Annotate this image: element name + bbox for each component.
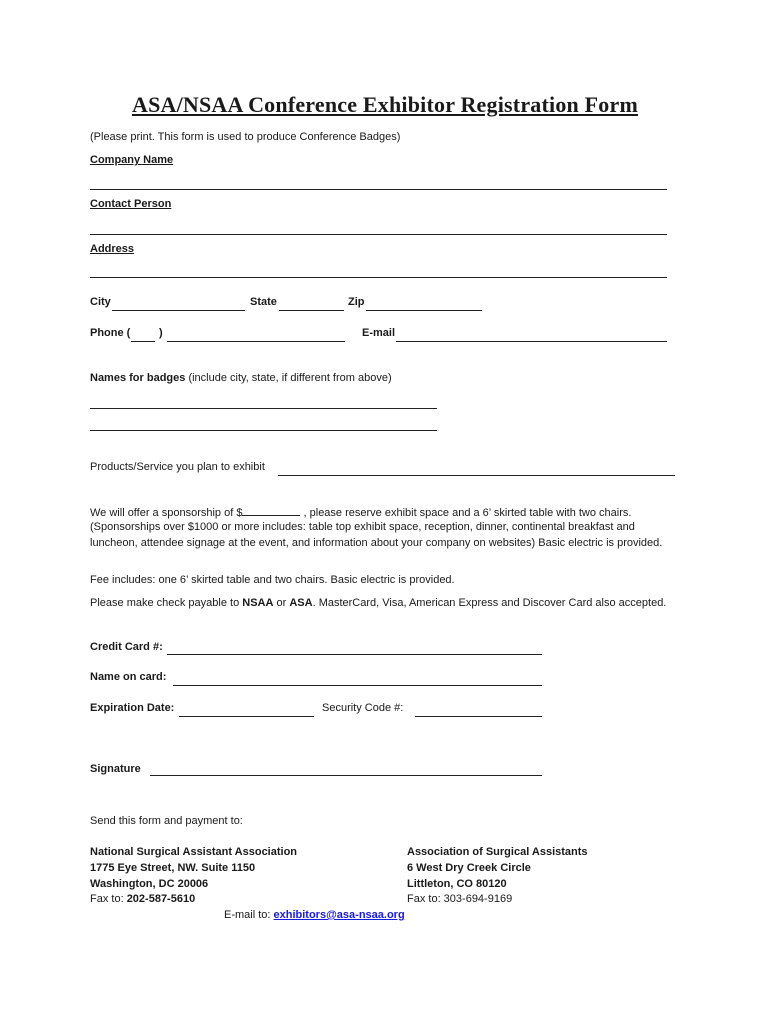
nsaa-city: Washington, DC 20006 [90,878,209,890]
products-service-label: Products/Service you plan to exhibit [90,461,265,473]
address-label: Address [90,243,135,255]
phone-number-field[interactable] [167,341,345,342]
phone-close-paren: ) [159,327,163,339]
state-label: State [250,296,277,308]
check-payable-line [90,597,666,609]
names-for-badges-note: (include city, state, if different from above) [188,372,392,384]
name-on-card-field[interactable] [173,685,542,686]
security-code-field[interactable] [415,716,542,717]
asa-street: 6 West Dry Creek Circle [407,862,531,874]
exhibitors-email-link[interactable]: exhibitors@asa-nsaa.org [273,909,405,921]
nsaa-name: National Surgical Assistant Association [90,846,298,858]
sponsorship-amount-field[interactable] [242,505,300,516]
asa-city: Littleton, CO 80120 [407,878,507,890]
check-suffix: . MasterCard, Visa, American Express and Discover Card also accepted. [312,597,667,609]
credit-card-field[interactable] [167,654,542,655]
check-or: or [273,597,290,609]
phone-area-code-field[interactable] [131,341,155,342]
nsaa-fax [90,893,195,905]
names-for-badges-label: Names for badges [90,372,186,384]
check-prefix: Please make check payable to [90,597,243,609]
city-field[interactable] [112,310,245,311]
company-name-field[interactable] [90,189,667,190]
sponsorship-prefix: We will offer a sponsorship of $ [90,507,243,519]
contact-person-field[interactable] [90,234,667,235]
signature-field[interactable] [150,775,542,776]
zip-field[interactable] [366,310,482,311]
fee-includes: Fee includes: one 6’ skirted table and two chairs. Basic electric is provided. [90,574,455,586]
expiration-date-label: Expiration Date: [90,702,175,714]
credit-card-label: Credit Card #: [90,641,163,653]
contact-person-label: Contact Person [90,198,172,210]
send-to-intro: Send this form and payment to: [90,815,243,827]
nsaa-street: 1775 Eye Street, NW. Suite 1150 [90,862,256,874]
security-code-label: Security Code #: [322,702,404,714]
address-field[interactable] [90,277,667,278]
badge-name-field-2[interactable] [90,430,437,431]
form-subtitle: (Please print. This form is used to produce Conference Badges) [90,131,401,143]
company-name-label: Company Name [90,154,174,166]
nsaa-fax-number: 202-587-5610 [126,893,196,905]
expiration-date-field[interactable] [179,716,314,717]
zip-label: Zip [348,296,365,308]
names-for-badges-row [90,372,392,384]
email-to-line [224,909,405,921]
sponsorship-line [90,505,631,519]
name-on-card-label: Name on card: [90,671,167,683]
email-label: E-mail [362,327,396,339]
page-title: ASA/NSAA Conference Exhibitor Registration Form [131,92,638,117]
badge-name-field-1[interactable] [90,408,437,409]
nsaa-fax-label: Fax to: [90,893,127,905]
phone-label: Phone ( [90,327,131,339]
state-field[interactable] [279,310,344,311]
signature-label: Signature [90,763,141,775]
sponsorship-details: (Sponsorships over $1000 or more includes: table top exhibit space, reception, dinner, continental breakfast and luncheon, attendee signage at the event, and information about your company on websites) Basic electric is provided. [90,521,663,549]
check-nsaa: NSAA [242,597,274,609]
asa-fax: Fax to: 303-694-9169 [407,893,513,905]
email-to-label: E-mail to: [224,909,274,921]
sponsorship-suffix: , please reserve exhibit space and a 6’ skirted table with two chairs. [303,507,632,519]
asa-name: Association of Surgical Assistants [407,846,588,858]
city-label: City [90,296,111,308]
products-service-field[interactable] [278,475,675,476]
email-field[interactable] [396,341,667,342]
check-asa: ASA [289,597,313,609]
